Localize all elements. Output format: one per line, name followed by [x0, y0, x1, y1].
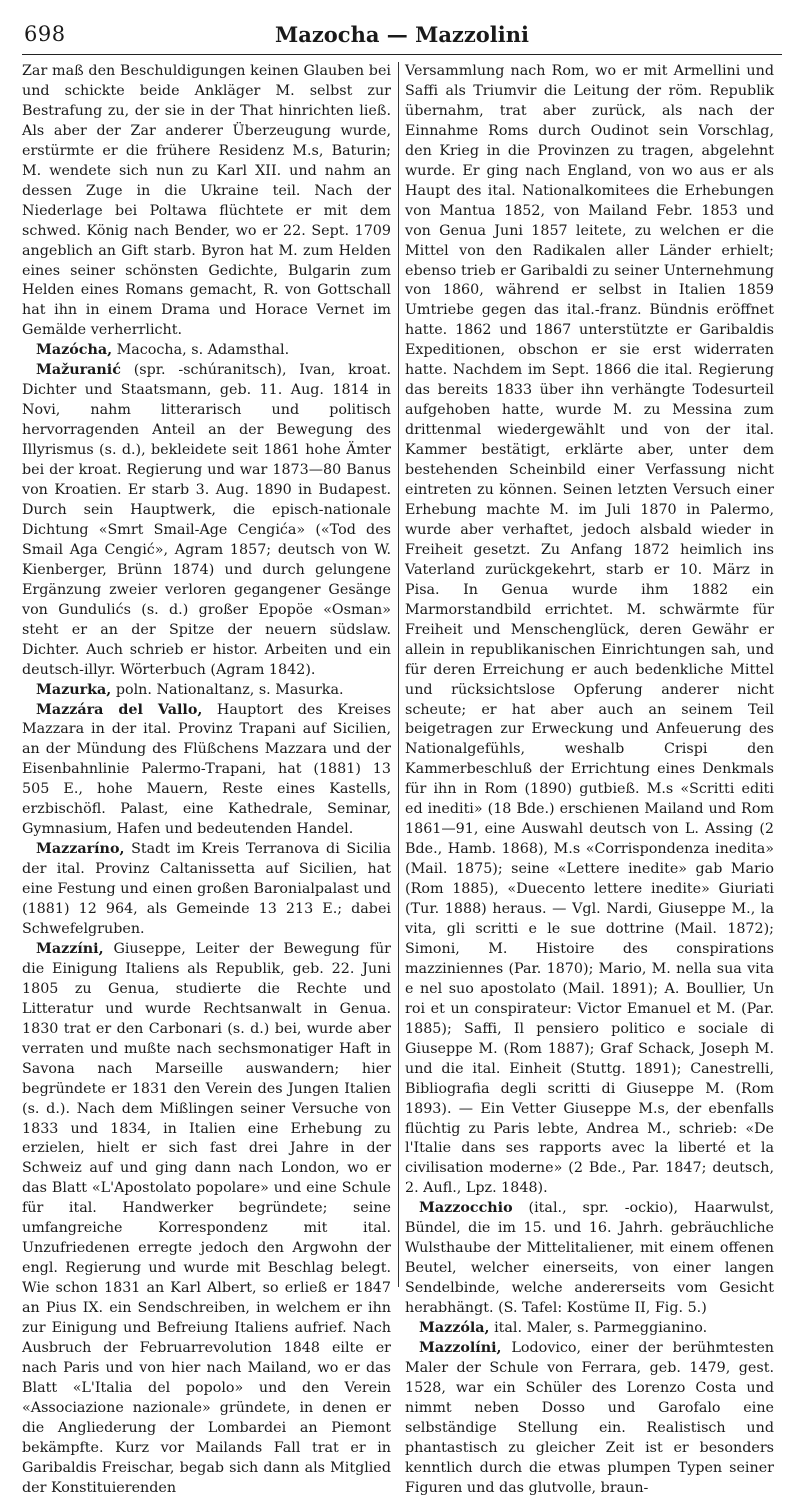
entry-headword: Mazzóla, [419, 1320, 490, 1337]
entry-text: Lodovico, einer der berühmtesten Maler der Schule von Ferrara, geb. 1479, gest. 1528, war ein Schüler des Lorenzo Costa und nimmt neben Dosso und Garofalo eine selbständige Stellung ein. Realistisch und phantastisch zu gleicher Zeit ist er besonders kenntlich durch die etwas plumpen Typen seiner Figuren und das glutvolle, braun- [405, 1340, 774, 1496]
entry-text: poln. Nationaltanz, s. Masurka. [111, 681, 344, 698]
text-columns [22, 62, 782, 1496]
entry-mazuranic [22, 361, 391, 680]
entry-mazzola [405, 1319, 774, 1339]
entry-headword: Mazurka, [36, 681, 112, 698]
continuation-paragraph [405, 62, 774, 1199]
page [22, 18, 782, 1496]
entry-text: ital. Maler, s. Parmeggianino. [489, 1320, 708, 1337]
page-number: 698 [24, 22, 66, 46]
entry-mazzini [22, 940, 391, 1499]
right-column [405, 62, 774, 1499]
page-header [22, 18, 782, 55]
entry-headword: Mazzára del Vallo, [36, 701, 203, 718]
entry-text: Giuseppe, Leiter der Bewegung für die Einigung Italiens als Republik, geb. 22. Juni 1805 zu Genua, studierte die Rechte und Litteratur und wurde Rechtsanwalt in Genua. 1830 trat er den Carbonari (s. d.) bei, wurde aber verraten und mußte nach sechsmonatiger Haft in Savona nach Marseille auswandern; hier begründete er 1831 den Verein des Jungen Italien (s. d.). Nach dem Mißlingen seiner Versuche von 1833 und 1834, in Italien eine Erhebung zu erzielen, hielt er sich fast drei Jahre in der Schweiz auf und ging dann nach London, wo er das Blatt «L'Apostolato popolare» und eine Schule für ital. Handwerker begründete; seine umfangreiche Korrespondenz mit ital. Unzufriedenen erregte jedoch den Argwohn der engl. Regierung und wurde mit Beschlag belegt. Wie schon 1831 an Karl Albert, so erließ er 1847 an Pius IX. ein Sendschreiben, in welchem er ihn zur Einigung und Befreiung Italiens aufrief. Nach Ausbruch der Februarrevolution 1848 eilte er nach Paris und von hier nach Mailand, wo er das Blatt «L'Italia del popolo» und den Verein «Associazione nazionale» gründete, in denen er die Angliederung der Lombardei an Piemont bekämpfte. Kurz vor Mailands Fall trat er in Garibaldis Freischar, begab sich dann als Mitglied der Konstituierenden [22, 940, 391, 1496]
entry-mazurka [22, 681, 391, 701]
entry-mazzolini [405, 1339, 774, 1499]
entry-headword: Mazzíni, [36, 940, 104, 957]
entry-mazzarino [22, 840, 391, 940]
entry-headword: Mazzocchio [419, 1200, 513, 1217]
entry-headword: Mazócha, [36, 342, 113, 359]
entry-text: (spr. -schúranitsch), Ivan, kroat. Dichter und Staatsmann, geb. 11. Aug. 1814 in Novi, nahm litterarisch und politisch hervorragenden Anteil an der Bewegung des Illyrismus (s. d.), bekleidete seit 1861 hohe Ämter bei der kroat. Regierung und war 1873—80 Banus von Kroatien. Er starb 3. Aug. 1890 in Budapest. Durch sein Hauptwerk, die episch-nationale Dichtung «Smrt Smail-Age Cengića» («Tod des Smail Aga Cengić», Agram 1857; deutsch von W. Kienberger, Brünn 1874) und durch gelungene Ergänzung zweier verloren gegangener Gesänge von Gundulićs (s. d.) großer Epopöe «Osman» steht er an der Spitze der neuern südslaw. Dichter. Auch schrieb er histor. Arbeiten und ein deutsch-illyr. Wörterbuch (Agram 1842). [22, 362, 391, 678]
entry-headword: Mazzolíni, [419, 1340, 502, 1356]
entry-text: Versammlung nach Rom, wo er mit Armellini und Saffi als Triumvir die Leitung der röm. Republik übernahm, trat aber zurück, als nach der Einnahme Roms durch Oudinot sein Vorschlag, den Krieg in die Provinzen zu tragen, abgelehnt wurde. Er ging nach England, von wo aus er als Haupt des ital. Nationalkomitees die Erhebungen von Mantua 1852, von Mailand Febr. 1853 und von Genua Juni 1857 leitete, zu welchen er die Mittel von den Radikalen aller Länder erhielt; ebenso trieb er Garibaldi zu seiner Unternehmung von 1860, während er selbst in Italien 1859 Umtriebe gegen das ital.-franz. Bündnis eröffnet hatte. 1862 und 1867 unterstützte er Garibaldis Expeditionen, obschon er sie erst widerraten hatte. Nachdem im Sept. 1866 die ital. Regierung das bereits 1833 über ihn verhängte Todesurteil aufgehoben hatte, wurde M. zu Messina zum drittenmal wiedergewählt und von der ital. Kammer bestätigt, erklärte aber, unter dem bestehenden Scheinbild einer Verfassung nicht eintreten zu können. Seinen letzten Versuch einer Erhebung machte M. im Juli 1870 in Palermo, wurde aber verhaftet, jedoch alsbald wieder in Freiheit gesetzt. Zu Anfang 1872 heimlich ins Vaterland zurückgekehrt, starb er 10. März in Pisa. In Genua wurde ihm 1882 ein Marmorstandbild errichtet. M. schwärmte für Freiheit und Menschenglück, deren Gewähr er allein in republikanischen Einrichtungen sah, und für deren Erreichung er auch bedenkliche Mittel und rücksichtslose Opferung anderer nicht scheute; er hat aber auch an seinem Teil beigetragen zur Erweckung und Anfeuerung des Nationalgefühls, weshalb Crispi den Kammerbeschluß der Errichtung eines Denkmals für ihn in Rom (1890) gutbieß. M.s «Scritti editi ed inediti» (18 Bde.) erschienen Mailand und Rom 1861—91, eine Auswahl deutsch von L. Assing (2 Bde., Hamb. 1868), M.s «Corrispondenza inedita» (Mail. 1875); seine «Lettere inedite» gab Mario (Rom 1885), «Duecento lettere inedite» Giuriati (Tur. 1888) heraus. — Vgl. Nardi, Giuseppe M., la vita, gli scritti e le sue dottrine (Mail. 1872); Simoni, M. Histoire des conspirations mazziniennes (Par. 1870); Mario, M. nella sua vita e nel suo apostolato (Mail. 1891); A. Boullier, Un roi et un conspirateur: Victor Emanuel et M. (Par. 1885); Saffi, Il pensiero politico e sociale di Giuseppe M. (Rom 1887); Graf Schack, Joseph M. und die ital. Einheit (Stuttg. 1891); Canestrelli, Bibliografia degli scritti di Giuseppe M. (Rom 1893). — Ein Vetter Giuseppe M.s, der ebenfalls flüchtig zu Paris lebte, Andrea M., schrieb: «De l'Italie dans ses rapports avec la liberté et la civilisation moderne» (2 Bde., Par. 1847; deutsch, 2. Aufl., Lpz. 1848). [405, 63, 774, 1197]
entry-mazzara-del-vallo [22, 701, 391, 841]
entry-headword: Mažuranić [36, 362, 121, 379]
entry-headword: Mazzaríno, [36, 841, 125, 858]
continuation-paragraph [22, 62, 391, 341]
entry-mazocha [22, 341, 391, 361]
entry-text: (ital., spr. -ockio), Haarwulst, Bündel, die im 15. und 16. Jahrh. gebräuchliche Wulsthaube der Mittelitaliener, mit einem offenen Beutel, welcher einerseits, von einer langen Sendelbinde, welche andererseits vom Gesicht herabhängt. (S. Tafel: Kostüme II, Fig. 5.) [405, 1200, 774, 1317]
entry-mazzocchio [405, 1199, 774, 1319]
entry-text: Macocha, s. Adamsthal. [112, 342, 290, 359]
entry-text: Zar maß den Beschuldigungen keinen Glauben bei und schickte beide Ankläger M. selbst zur Bestrafung zu, der sie in der That hinrichten ließ. Als aber der Zar anderer Überzeugung wurde, erstürmte er die frühere Residenz M.s, Baturin; M. wendete sich nun zu Karl XII. und nahm an dessen Zuge in die Ukraine teil. Nach der Niederlage bei Poltawa flüchtete er mit dem schwed. König nach Bender, wo er 22. Sept. 1709 angeblich an Gift starb. Byron hat M. zum Helden eines seiner schönsten Gedichte, Bulgarin zum Helden eines Romans gemacht, R. von Gottschall hat ihn in einem Drama und Horace Vernet im Gemälde verherrlicht. [22, 63, 391, 339]
entry-text: Stadt im Kreis Terranova di Sicilia der ital. Provinz Caltanissetta auf Sicilien, hat eine Festung und einen großen Baronialpalast und (1881) 12 964, als Gemeinde 13 213 E.; dabei Schwefelgruben. [22, 841, 391, 937]
left-column [22, 62, 391, 1499]
running-head: Mazocha — Mazzolini [275, 22, 529, 47]
column-divider [398, 62, 399, 1287]
entry-text: Hauptort des Kreises Mazzara in der ital. Provinz Trapani auf Sicilien, an der Mündung des Flüßchens Mazzara und der Eisenbahnlinie Palermo-Trapani, hat (1881) 13 505 E., hohe Mauern, Reste eines Kastells, erzbischöfl. Palast, eine Kathedrale, Seminar, Gymnasium, Hafen und bedeutenden Handel. [22, 701, 391, 838]
